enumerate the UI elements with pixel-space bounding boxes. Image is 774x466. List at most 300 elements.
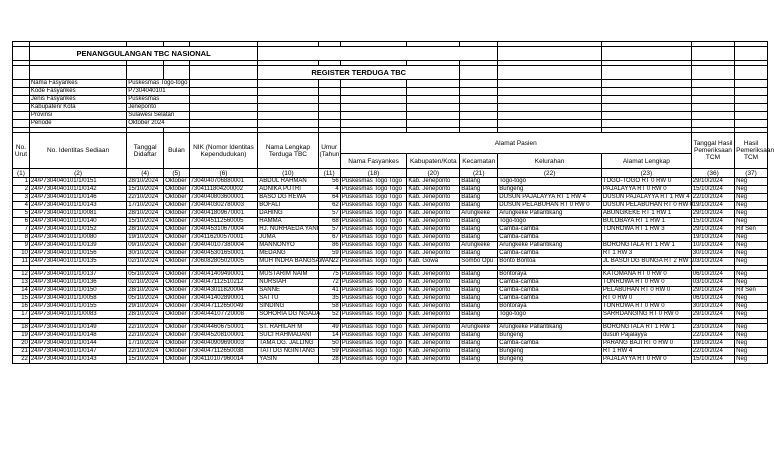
- table-cell[interactable]: 17/10/2024: [127, 340, 164, 348]
- table-cell[interactable]: Oktober: [164, 287, 189, 295]
- table-cell[interactable]: Neg: [735, 332, 768, 340]
- table-cell[interactable]: Arungkeke: [460, 210, 498, 218]
- table-cell[interactable]: Neg: [735, 178, 768, 186]
- table-cell[interactable]: Kab. Jeneponto: [407, 226, 460, 234]
- table-cell[interactable]: Puskesmas Togo Togo: [340, 186, 407, 194]
- table-cell[interactable]: Oktober: [164, 186, 189, 194]
- table-cell[interactable]: PAJALAYYA RT 0 RW 0: [601, 186, 691, 194]
- table-cell[interactable]: Puskesmas Togo Togo: [340, 340, 407, 348]
- table-cell[interactable]: 41: [318, 287, 340, 295]
- table-cell[interactable]: RT 1 RW 3: [601, 250, 691, 258]
- table-cell[interactable]: Oktober: [164, 324, 189, 332]
- table-cell[interactable]: Kab. Jeneponto: [407, 348, 460, 356]
- table-cell[interactable]: 24/P7304040101/1/0081: [29, 210, 126, 218]
- table-cell[interactable]: BORONGTALA RT 1 RW 1: [601, 324, 691, 332]
- table-cell[interactable]: 24/P7304040101/1/0156: [29, 250, 126, 258]
- table-cell[interactable]: Neg: [735, 279, 768, 287]
- table-cell[interactable]: Arungkeke Pallantikang: [498, 242, 602, 250]
- table-cell[interactable]: Puskesmas Togo Togo: [340, 295, 407, 303]
- table-cell[interactable]: 5: [13, 210, 30, 218]
- table-cell[interactable]: 57: [318, 226, 340, 234]
- table-cell[interactable]: Neg: [735, 210, 768, 218]
- table-cell[interactable]: 24/P7304040101/1/0155: [29, 303, 126, 311]
- table-cell[interactable]: 64: [318, 194, 340, 202]
- table-cell[interactable]: 03/10/2024: [691, 258, 734, 266]
- table-cell[interactable]: 49: [318, 324, 340, 332]
- table-cell[interactable]: 21: [13, 348, 30, 356]
- table-cell[interactable]: 15/10/2024: [127, 186, 164, 194]
- table-cell[interactable]: 29/10/2024: [691, 311, 734, 319]
- table-cell[interactable]: Neg: [735, 356, 768, 364]
- table-cell[interactable]: SUCI RAHMADANI: [258, 332, 318, 340]
- table-cell[interactable]: Puskesmas Togo Togo: [340, 332, 407, 340]
- table-cell[interactable]: DUSUN PAJALAYYA RT 1 RW 4: [602, 194, 690, 200]
- table-row[interactable]: [13, 295, 768, 303]
- table-row[interactable]: [13, 332, 768, 340]
- table-cell[interactable]: Neg: [735, 348, 768, 356]
- table-cell[interactable]: Batang: [460, 186, 498, 194]
- table-cell[interactable]: Kab. Jeneponto: [407, 279, 460, 287]
- table-cell[interactable]: Batang: [460, 295, 498, 303]
- table-cell[interactable]: 12: [13, 271, 30, 279]
- table-cell[interactable]: Neg: [735, 218, 768, 226]
- table-cell[interactable]: 02/10/2024: [127, 279, 164, 287]
- table-cell[interactable]: SANNE: [258, 287, 318, 295]
- table-cell[interactable]: 30/10/2024: [691, 250, 734, 258]
- table-cell[interactable]: BOFALI: [258, 202, 318, 210]
- table-cell[interactable]: 18: [13, 324, 30, 332]
- table-cell[interactable]: 24/P7304040101/1/0144: [29, 340, 126, 348]
- table-cell[interactable]: 7306082805020005: [189, 258, 258, 266]
- table-cell[interactable]: 24/P7304040101/1/0143: [29, 202, 126, 210]
- table-cell[interactable]: [601, 234, 691, 242]
- table-cell[interactable]: SATTU: [258, 295, 318, 303]
- table-cell[interactable]: Batang: [460, 202, 498, 210]
- table-cell[interactable]: Neg: [735, 303, 768, 311]
- table-cell[interactable]: Oktober: [164, 178, 189, 186]
- table-cell[interactable]: 19: [13, 332, 30, 340]
- table-cell[interactable]: 03/10/2024: [691, 279, 734, 287]
- table-cell[interactable]: Neg: [735, 194, 768, 202]
- table-cell[interactable]: Kab. Jeneponto: [407, 303, 460, 311]
- table-cell[interactable]: JUMA: [258, 234, 318, 242]
- table-cell[interactable]: 1: [13, 178, 30, 186]
- table-cell[interactable]: RT 0 RW 0: [601, 295, 691, 303]
- table-cell[interactable]: Oktober: [164, 194, 189, 202]
- table-cell[interactable]: Puskesmas Togo Togo: [340, 226, 407, 234]
- table-cell[interactable]: Batang: [460, 348, 498, 356]
- table-cell[interactable]: Puskesmas Togo Togo: [340, 210, 407, 218]
- table-cell[interactable]: Batang: [460, 303, 498, 311]
- table-cell[interactable]: Neg: [735, 258, 768, 266]
- table-cell[interactable]: Puskesmas Togo Togo: [340, 234, 407, 242]
- table-cell[interactable]: DUSUN PAJALAYYA RT 1 RW 4: [498, 194, 602, 202]
- table-row[interactable]: [13, 250, 768, 258]
- table-cell[interactable]: Arungkeke Pallantikang: [498, 324, 602, 332]
- table-cell[interactable]: 6: [13, 218, 30, 226]
- table-cell[interactable]: Bontoraya: [498, 271, 602, 279]
- table-row[interactable]: [13, 226, 768, 234]
- table-cell[interactable]: Kab. Jeneponto: [407, 295, 460, 303]
- table-cell[interactable]: TONROWA RT 0 RW 0: [601, 279, 691, 287]
- table-cell[interactable]: Togo-togo: [498, 178, 602, 186]
- table-cell[interactable]: Oktober: [164, 271, 189, 279]
- table-cell[interactable]: Puskesmas Togo Togo: [340, 348, 407, 356]
- table-cell[interactable]: Oktober: [164, 218, 189, 226]
- table-cell[interactable]: 7304116200570001: [189, 234, 258, 242]
- table-cell[interactable]: Arungkeke: [460, 242, 498, 250]
- table-row[interactable]: [13, 202, 768, 210]
- table-row[interactable]: [13, 234, 768, 242]
- table-cell[interactable]: Batang: [460, 340, 498, 348]
- table-row[interactable]: [13, 242, 768, 250]
- table-cell[interactable]: Kab. Jeneponto: [407, 340, 460, 348]
- table-cell[interactable]: Batang: [460, 279, 498, 287]
- table-cell[interactable]: 57: [318, 210, 340, 218]
- table-cell[interactable]: 22/10/2024: [127, 324, 164, 332]
- table-cell[interactable]: MEDANG: [258, 250, 318, 258]
- table-cell[interactable]: Togo-togo: [498, 311, 602, 319]
- table-cell[interactable]: 19/10/2024: [691, 340, 734, 348]
- table-cell[interactable]: Puskesmas Togo Togo: [340, 356, 407, 364]
- table-cell[interactable]: 7304040803600001: [189, 194, 258, 202]
- table-cell[interactable]: Batang: [460, 178, 498, 186]
- table-row[interactable]: [13, 303, 768, 311]
- table-cell[interactable]: 10: [13, 250, 30, 258]
- table-cell[interactable]: 7304047112650038: [189, 348, 258, 356]
- table-cell[interactable]: BORONGTALA RT 1 RW 1: [601, 242, 691, 250]
- table-cell[interactable]: 9: [13, 242, 30, 250]
- table-cell[interactable]: 24/P7304040101/1/0151: [29, 178, 126, 186]
- table-cell[interactable]: 75: [318, 271, 340, 279]
- table-cell[interactable]: 7304045112560005: [189, 218, 258, 226]
- table-cell[interactable]: ADNIKA PUTRI: [258, 186, 318, 194]
- table-cell[interactable]: 17: [13, 311, 30, 319]
- table-cell[interactable]: Neg: [735, 295, 768, 303]
- table-cell[interactable]: Neg: [735, 340, 768, 348]
- table-cell[interactable]: 7304045301650001: [189, 250, 258, 258]
- table-cell[interactable]: Bungeng: [498, 332, 602, 340]
- table-cell[interactable]: 28/10/2024: [127, 287, 164, 295]
- table-cell[interactable]: 24/P7304040101/1/0148: [29, 332, 126, 340]
- table-cell[interactable]: Puskesmas Togo Togo: [340, 311, 407, 319]
- table-cell[interactable]: 20: [13, 340, 30, 348]
- table-cell[interactable]: Kab. Jeneponto: [407, 218, 460, 226]
- table-cell[interactable]: 24/P7304040101/1/0140: [29, 218, 126, 226]
- table-cell[interactable]: 24/P7304040101/1/0147: [29, 348, 126, 356]
- table-cell[interactable]: Oktober: [164, 250, 189, 258]
- table-cell[interactable]: Oktober: [164, 340, 189, 348]
- table-cell[interactable]: Oktober: [164, 295, 189, 303]
- table-cell[interactable]: 15: [13, 295, 30, 303]
- table-cell[interactable]: Puskesmas Togo Togo: [340, 202, 407, 210]
- table-cell[interactable]: Camba-camba: [498, 295, 602, 303]
- table-cell[interactable]: KATOMANA RT 0 RW 0: [601, 271, 691, 279]
- table-row[interactable]: [13, 324, 768, 332]
- table-cell[interactable]: Kab. Jeneponto: [407, 234, 460, 242]
- table-cell[interactable]: HAMMA: [258, 218, 318, 226]
- table-cell[interactable]: 24/P7304040101/1/0139: [29, 242, 126, 250]
- table-cell[interactable]: Camba-camba: [498, 250, 602, 258]
- table-cell[interactable]: 09/10/2024: [127, 242, 164, 250]
- table-cell[interactable]: Batang: [460, 234, 498, 242]
- table-cell[interactable]: Bungeng: [498, 186, 602, 194]
- table-cell[interactable]: dusun Pajalayya: [601, 332, 691, 340]
- table-cell[interactable]: Neg: [735, 186, 768, 194]
- table-cell[interactable]: Kab. Jeneponto: [407, 242, 460, 250]
- table-cell[interactable]: 35: [318, 295, 340, 303]
- table-cell[interactable]: 8: [13, 234, 30, 242]
- table-cell[interactable]: Oktober: [164, 258, 189, 266]
- table-cell[interactable]: Neg: [735, 202, 768, 210]
- table-cell[interactable]: Oktober: [164, 226, 189, 234]
- table-cell[interactable]: 29/10/2024: [691, 178, 734, 186]
- table-cell[interactable]: RT 1 RW 4: [601, 348, 691, 356]
- table-cell[interactable]: 10/10/2024: [691, 242, 734, 250]
- table-row[interactable]: [13, 186, 768, 194]
- table-cell[interactable]: 7304043011820004: [189, 287, 258, 295]
- table-cell[interactable]: PAJALAYYA RT 0 RW 0: [601, 356, 691, 364]
- table-cell[interactable]: 58: [318, 303, 340, 311]
- table-row[interactable]: [13, 178, 768, 186]
- table-cell[interactable]: Batang: [460, 250, 498, 258]
- table-cell[interactable]: 02/10/2024: [127, 258, 164, 266]
- table-row[interactable]: [13, 258, 768, 266]
- table-cell[interactable]: 13: [13, 279, 30, 287]
- table-cell[interactable]: 15/10/2024: [127, 218, 164, 226]
- table-row[interactable]: [13, 311, 768, 319]
- table-cell[interactable]: Kab. Jeneponto: [407, 210, 460, 218]
- table-cell[interactable]: TATI DG NGINTANG: [258, 348, 318, 356]
- table-cell[interactable]: Batang: [460, 218, 498, 226]
- table-cell[interactable]: 7304040302780003: [189, 202, 258, 210]
- table-cell[interactable]: 52: [318, 311, 340, 319]
- table-cell[interactable]: 24/P7304040101/1/0149: [29, 324, 126, 332]
- table-cell[interactable]: TAMA DG. JALLING: [258, 340, 318, 348]
- table-cell[interactable]: 15/10/2024: [691, 356, 734, 364]
- table-cell[interactable]: Oktober: [164, 279, 189, 287]
- table-cell[interactable]: Togo-togo: [498, 218, 602, 226]
- table-cell[interactable]: Kab. Jeneponto: [407, 250, 460, 258]
- table-cell[interactable]: 59: [318, 348, 340, 356]
- table-cell[interactable]: Oktober: [164, 202, 189, 210]
- table-cell[interactable]: NURSIAH: [258, 279, 318, 287]
- table-cell[interactable]: 7304044606750001: [189, 324, 258, 332]
- table-cell[interactable]: TONROWA RT 0 RW 0: [601, 303, 691, 311]
- table-cell[interactable]: 06/10/2024: [691, 271, 734, 279]
- table-cell[interactable]: MUH INDRA BANGSAWAN: [259, 258, 334, 264]
- table-row[interactable]: [13, 340, 768, 348]
- table-cell[interactable]: Kab. Jeneponto: [407, 186, 460, 194]
- table-cell[interactable]: HJ. NURHAEDA YANI: [259, 226, 319, 232]
- table-cell[interactable]: 15/10/2024: [691, 218, 734, 226]
- table-cell[interactable]: ST. RAHILAH M: [258, 324, 318, 332]
- table-row[interactable]: [13, 271, 768, 279]
- table-cell[interactable]: 7304047112650049: [189, 303, 258, 311]
- table-cell[interactable]: ABUNGKEKE RT 1 RW 1: [601, 210, 691, 218]
- table-cell[interactable]: Kab. Jeneponto: [407, 194, 460, 202]
- table-cell[interactable]: Camba-camba: [498, 340, 602, 348]
- table-cell[interactable]: 24/P7304040101/1/0143: [29, 356, 126, 364]
- table-cell[interactable]: Oktober: [164, 234, 189, 242]
- table-cell[interactable]: 7304047112510212: [189, 279, 258, 287]
- table-cell[interactable]: Puskesmas Togo Togo: [340, 303, 407, 311]
- table-cell[interactable]: 7304110107960014: [189, 356, 258, 364]
- table-cell[interactable]: Oktober: [164, 356, 189, 364]
- table-cell[interactable]: 7304045208100001: [189, 332, 258, 340]
- table-cell[interactable]: 05/10/2024: [127, 271, 164, 279]
- table-cell[interactable]: Kab. Jeneponto: [407, 178, 460, 186]
- table-row[interactable]: [13, 218, 768, 226]
- table-cell[interactable]: 23/10/2024: [691, 324, 734, 332]
- table-cell[interactable]: 7304041809670001: [189, 210, 258, 218]
- table-cell[interactable]: 29/10/2024: [691, 226, 734, 234]
- table-row[interactable]: [13, 356, 768, 364]
- table-cell[interactable]: 28/10/2024: [127, 311, 164, 319]
- table-cell[interactable]: 67: [318, 234, 340, 242]
- table-cell[interactable]: 16: [13, 303, 30, 311]
- table-cell[interactable]: Neg: [735, 271, 768, 279]
- table-cell[interactable]: DUSUN PELABUHAN RT 0 RW 0: [602, 202, 694, 208]
- table-cell[interactable]: SINDING: [258, 303, 318, 311]
- table-cell[interactable]: Sombo Opu: [460, 258, 498, 266]
- table-cell[interactable]: Bonto Bontoa: [498, 258, 602, 266]
- table-cell[interactable]: 62: [318, 202, 340, 210]
- table-cell[interactable]: 7304111804200002: [189, 186, 258, 194]
- table-row[interactable]: [13, 194, 768, 202]
- table-cell[interactable]: 24/P7304040101/1/0136: [29, 279, 126, 287]
- table-cell[interactable]: Oktober: [164, 348, 189, 356]
- table-cell[interactable]: Oktober: [164, 311, 189, 319]
- table-cell[interactable]: TONROWA RT 1 RW 3: [601, 226, 691, 234]
- table-cell[interactable]: 4: [318, 186, 340, 194]
- table-cell[interactable]: Puskesmas Togo Togo: [340, 194, 407, 202]
- table-cell[interactable]: 22/10/2024: [691, 332, 734, 340]
- table-cell[interactable]: Neg: [735, 234, 768, 242]
- table-cell[interactable]: Bungeng: [498, 356, 602, 364]
- table-cell[interactable]: Batang: [460, 332, 498, 340]
- table-cell[interactable]: Puskesmas Togo Togo: [340, 242, 407, 250]
- table-cell[interactable]: 7304040107380004: [189, 242, 258, 250]
- table-cell[interactable]: 22: [318, 258, 340, 266]
- table-cell[interactable]: 29/10/2024: [127, 303, 164, 311]
- table-cell[interactable]: 30/10/2024: [127, 250, 164, 258]
- table-cell[interactable]: 72: [318, 279, 340, 287]
- table-cell[interactable]: Puskesmas Togo Togo: [340, 250, 407, 258]
- table-cell[interactable]: Oktober: [164, 332, 189, 340]
- table-cell[interactable]: Puskesmas Togo Togo: [340, 178, 407, 186]
- table-cell[interactable]: 22/10/2024: [127, 194, 164, 202]
- table-cell[interactable]: Oktober: [164, 242, 189, 250]
- table-cell[interactable]: 24/P7304040101/1/0080: [29, 234, 126, 242]
- table-cell[interactable]: 17/10/2024: [127, 202, 164, 210]
- table-cell[interactable]: 05/10/2024: [127, 295, 164, 303]
- table-cell[interactable]: Batang: [460, 356, 498, 364]
- table-cell[interactable]: 24/P7304040101/1/0137: [29, 271, 126, 279]
- table-cell[interactable]: 06/10/2024: [691, 295, 734, 303]
- table-cell[interactable]: Kab. Jeneponto: [407, 287, 460, 295]
- table-cell[interactable]: 22/10/2024: [127, 332, 164, 340]
- table-cell[interactable]: YASIN: [258, 356, 318, 364]
- table-cell[interactable]: 4: [13, 202, 30, 210]
- table-cell[interactable]: Puskesmas Togo Togo: [340, 287, 407, 295]
- table-row[interactable]: [13, 348, 768, 356]
- table-cell[interactable]: 22/10/2024: [691, 194, 734, 202]
- table-cell[interactable]: 7304044107720008: [189, 311, 258, 319]
- table-cell[interactable]: 7: [13, 226, 30, 234]
- table-cell[interactable]: Rif Sen: [735, 226, 768, 234]
- table-cell[interactable]: 22: [13, 356, 30, 364]
- table-cell[interactable]: 7304041402890001: [189, 295, 258, 303]
- table-cell[interactable]: Rif Sen: [735, 287, 768, 295]
- table-cell[interactable]: 19/10/2024: [127, 234, 164, 242]
- table-cell[interactable]: 56: [318, 178, 340, 186]
- table-cell[interactable]: Puskesmas Togo Togo: [340, 324, 407, 332]
- table-cell[interactable]: 22/10/2024: [127, 348, 164, 356]
- table-cell[interactable]: 59: [318, 250, 340, 258]
- table-cell[interactable]: TOGO-TOGO RT 0 RW 0: [601, 178, 691, 186]
- table-cell[interactable]: Bungeng: [498, 348, 602, 356]
- table-cell[interactable]: 14: [13, 287, 30, 295]
- table-cell[interactable]: 68: [318, 218, 340, 226]
- table-cell[interactable]: DAHING: [258, 210, 318, 218]
- table-cell[interactable]: Puskesmas Togo Togo: [340, 279, 407, 287]
- table-cell[interactable]: Neg: [735, 242, 768, 250]
- table-cell[interactable]: 50: [318, 340, 340, 348]
- table-row[interactable]: [13, 279, 768, 287]
- table-cell[interactable]: Neg: [735, 250, 768, 258]
- table-cell[interactable]: Batang: [460, 226, 498, 234]
- table-cell[interactable]: 15/10/2024: [127, 356, 164, 364]
- table-cell[interactable]: 28/10/2024: [127, 226, 164, 234]
- table-cell[interactable]: Kab. Jeneponto: [407, 271, 460, 279]
- table-cell[interactable]: 28/10/2024: [127, 210, 164, 218]
- table-cell[interactable]: Batang: [460, 271, 498, 279]
- table-cell[interactable]: 19/10/2024: [691, 202, 734, 210]
- table-cell[interactable]: Bontoraya: [498, 303, 602, 311]
- table-cell[interactable]: Kab. Jeneponto: [407, 324, 460, 332]
- table-cell[interactable]: Puskesmas Togo Togo: [340, 271, 407, 279]
- table-cell[interactable]: Kab. Jeneponto: [407, 202, 460, 210]
- table-cell[interactable]: Neg: [735, 311, 768, 319]
- table-cell[interactable]: 30/10/2024: [691, 303, 734, 311]
- table-cell[interactable]: Kab. Jeneponto: [407, 356, 460, 364]
- table-cell[interactable]: 7304040909690003: [189, 340, 258, 348]
- table-cell[interactable]: BASO DG REWA: [258, 194, 318, 202]
- table-cell[interactable]: SOHORIA DG NGADA: [259, 311, 321, 317]
- table-cell[interactable]: 7304040706880001: [189, 178, 258, 186]
- table-cell[interactable]: PELABUHAN RT 0 RW 0: [601, 287, 691, 295]
- table-cell[interactable]: Arungkeke: [460, 324, 498, 332]
- table-cell[interactable]: 24/P7304040101/1/0142: [29, 186, 126, 194]
- table-cell[interactable]: Oktober: [164, 210, 189, 218]
- table-cell[interactable]: 19/10/2024: [691, 234, 734, 242]
- table-cell[interactable]: 24/P7304040101/1/0083: [29, 311, 126, 319]
- table-cell[interactable]: Arungkeke Pallantikang: [498, 210, 602, 218]
- table-cell[interactable]: Batang: [460, 287, 498, 295]
- table-cell[interactable]: Neg: [735, 324, 768, 332]
- table-cell[interactable]: BULOBAYA RT 1 RW 1: [601, 218, 691, 226]
- table-cell[interactable]: 11: [13, 258, 30, 266]
- table-cell[interactable]: 7304045310670004: [189, 226, 258, 234]
- table-cell[interactable]: 14: [318, 332, 340, 340]
- table-cell[interactable]: 29/10/2024: [691, 210, 734, 218]
- table-cell[interactable]: DUSUN PELABUHAN RT 0 RW 0: [498, 202, 602, 210]
- table-cell[interactable]: Camba-camba: [498, 234, 602, 242]
- table-cell[interactable]: Camba-camba: [498, 287, 602, 295]
- table-cell[interactable]: Puskesmas Togo Togo: [340, 258, 407, 266]
- table-cell[interactable]: 86: [318, 242, 340, 250]
